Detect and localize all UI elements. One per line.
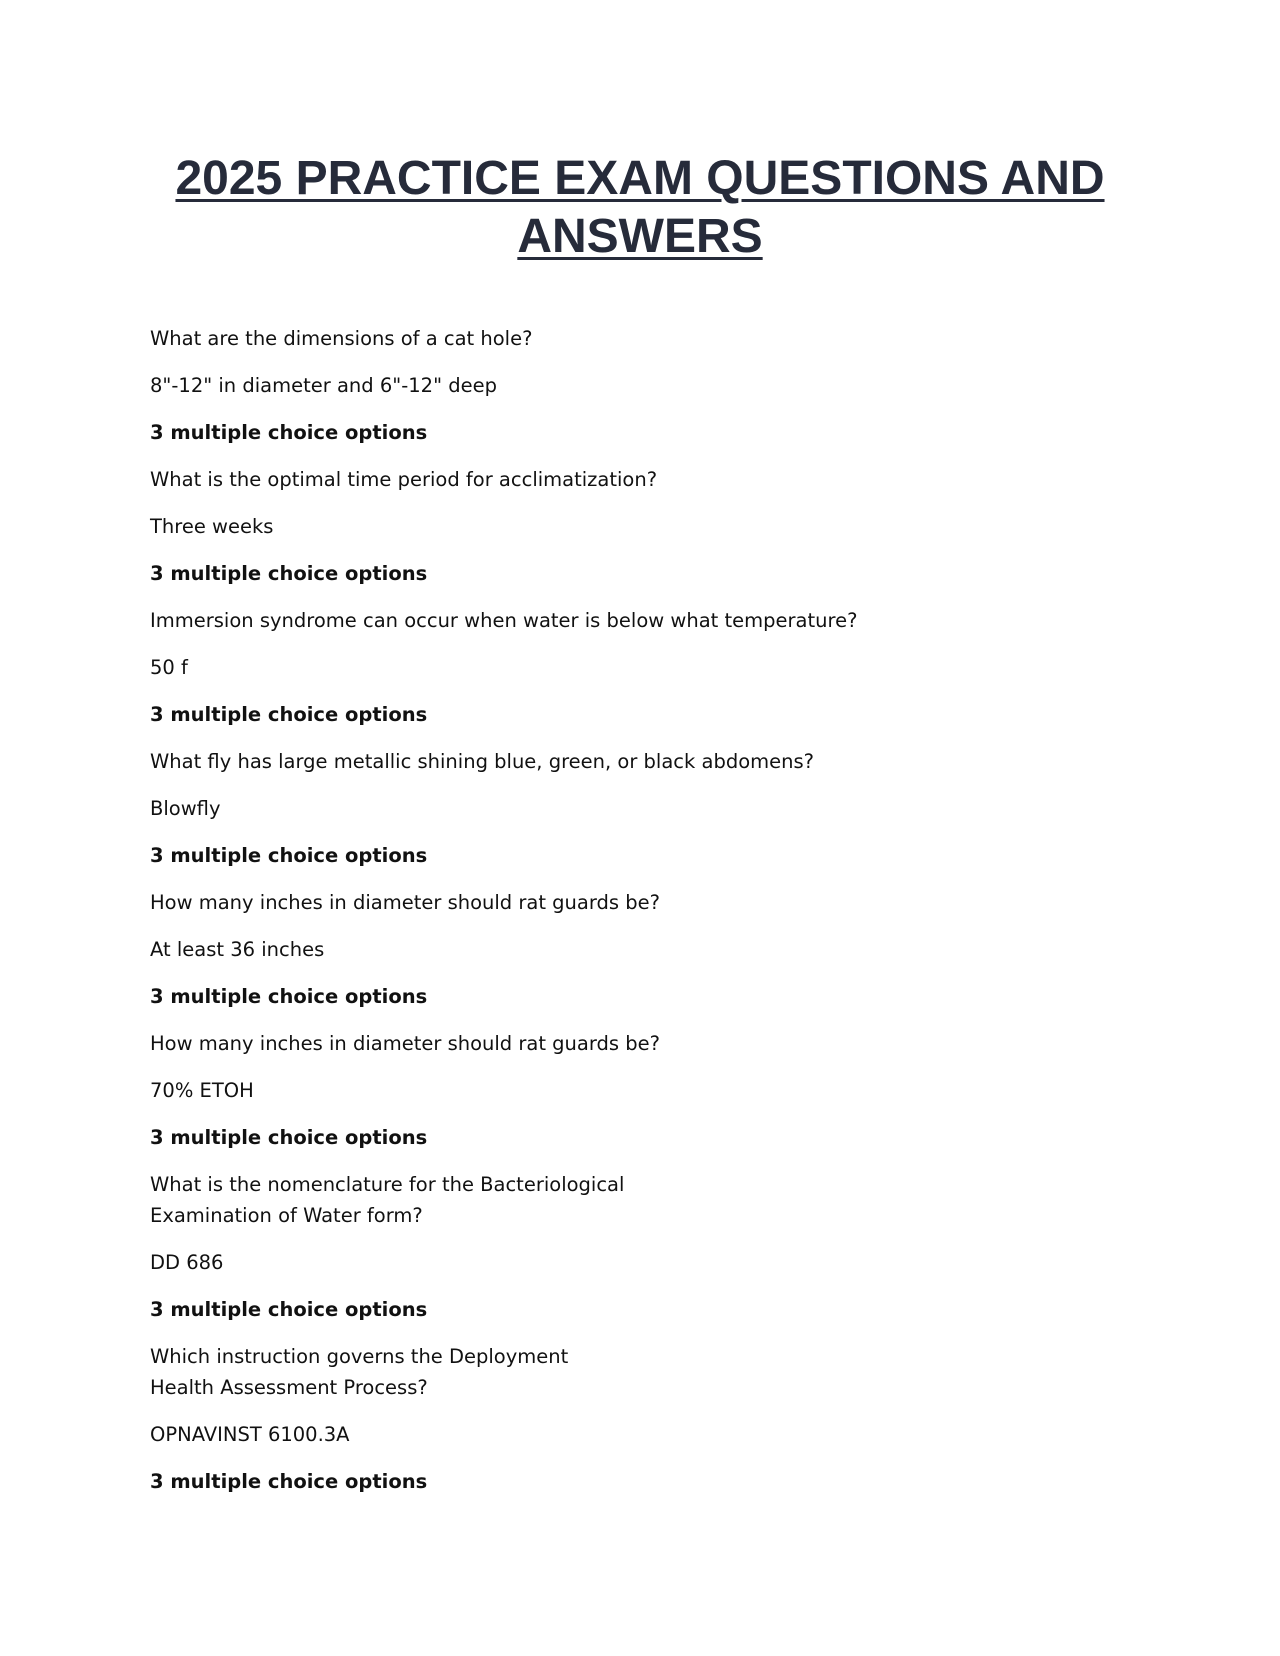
question-text: How many inches in diameter should rat guards be? — [150, 891, 660, 914]
question-text: How many inches in diameter should rat guards be? — [150, 1032, 660, 1055]
answer-text: 70% ETOH — [150, 1079, 254, 1102]
answer-text: DD 686 — [150, 1251, 224, 1274]
answer-text: Blowfly — [150, 797, 221, 820]
question-text: What are the dimensions of a cat hole? — [150, 327, 533, 350]
answer-text: At least 36 inches — [150, 938, 325, 961]
options-note: 3 multiple choice options — [150, 844, 428, 867]
question-text: Which instruction governs the Deployment Health Assessment Process? — [150, 1345, 569, 1399]
answer-text: 8"-12" in diameter and 6"-12" deep — [150, 374, 497, 397]
question-text: What fly has large metallic shining blue, green, or black abdomens? — [150, 750, 815, 773]
qa-item — [150, 1169, 1150, 1325]
qa-item — [150, 1341, 1150, 1497]
answer-text: OPNAVINST 6100.3A — [150, 1423, 350, 1446]
qa-item — [150, 323, 1150, 448]
options-note: 3 multiple choice options — [150, 1470, 428, 1493]
qa-item — [150, 887, 1150, 1012]
options-note: 3 multiple choice options — [150, 1126, 428, 1149]
options-note: 3 multiple choice options — [150, 985, 428, 1008]
qa-item — [150, 746, 1150, 871]
answer-text: Three weeks — [150, 515, 274, 538]
qa-item — [150, 1028, 1150, 1153]
options-note: 3 multiple choice options — [150, 703, 428, 726]
document-title: 2025 PRACTICE EXAM QUESTIONS AND ANSWERS — [175, 152, 1105, 263]
options-note: 3 multiple choice options — [150, 562, 428, 585]
question-text: What is the optimal time period for acclimatization? — [150, 468, 658, 491]
options-note: 3 multiple choice options — [150, 421, 428, 444]
qa-item — [150, 605, 1150, 730]
answer-text: 50 f — [150, 656, 188, 679]
qa-item — [150, 464, 1150, 589]
options-note: 3 multiple choice options — [150, 1298, 428, 1321]
question-text: What is the nomenclature for the Bacteriological Examination of Water form? — [150, 1173, 625, 1227]
qa-list — [150, 323, 1150, 1513]
question-text: Immersion syndrome can occur when water is below what temperature? — [150, 609, 858, 632]
